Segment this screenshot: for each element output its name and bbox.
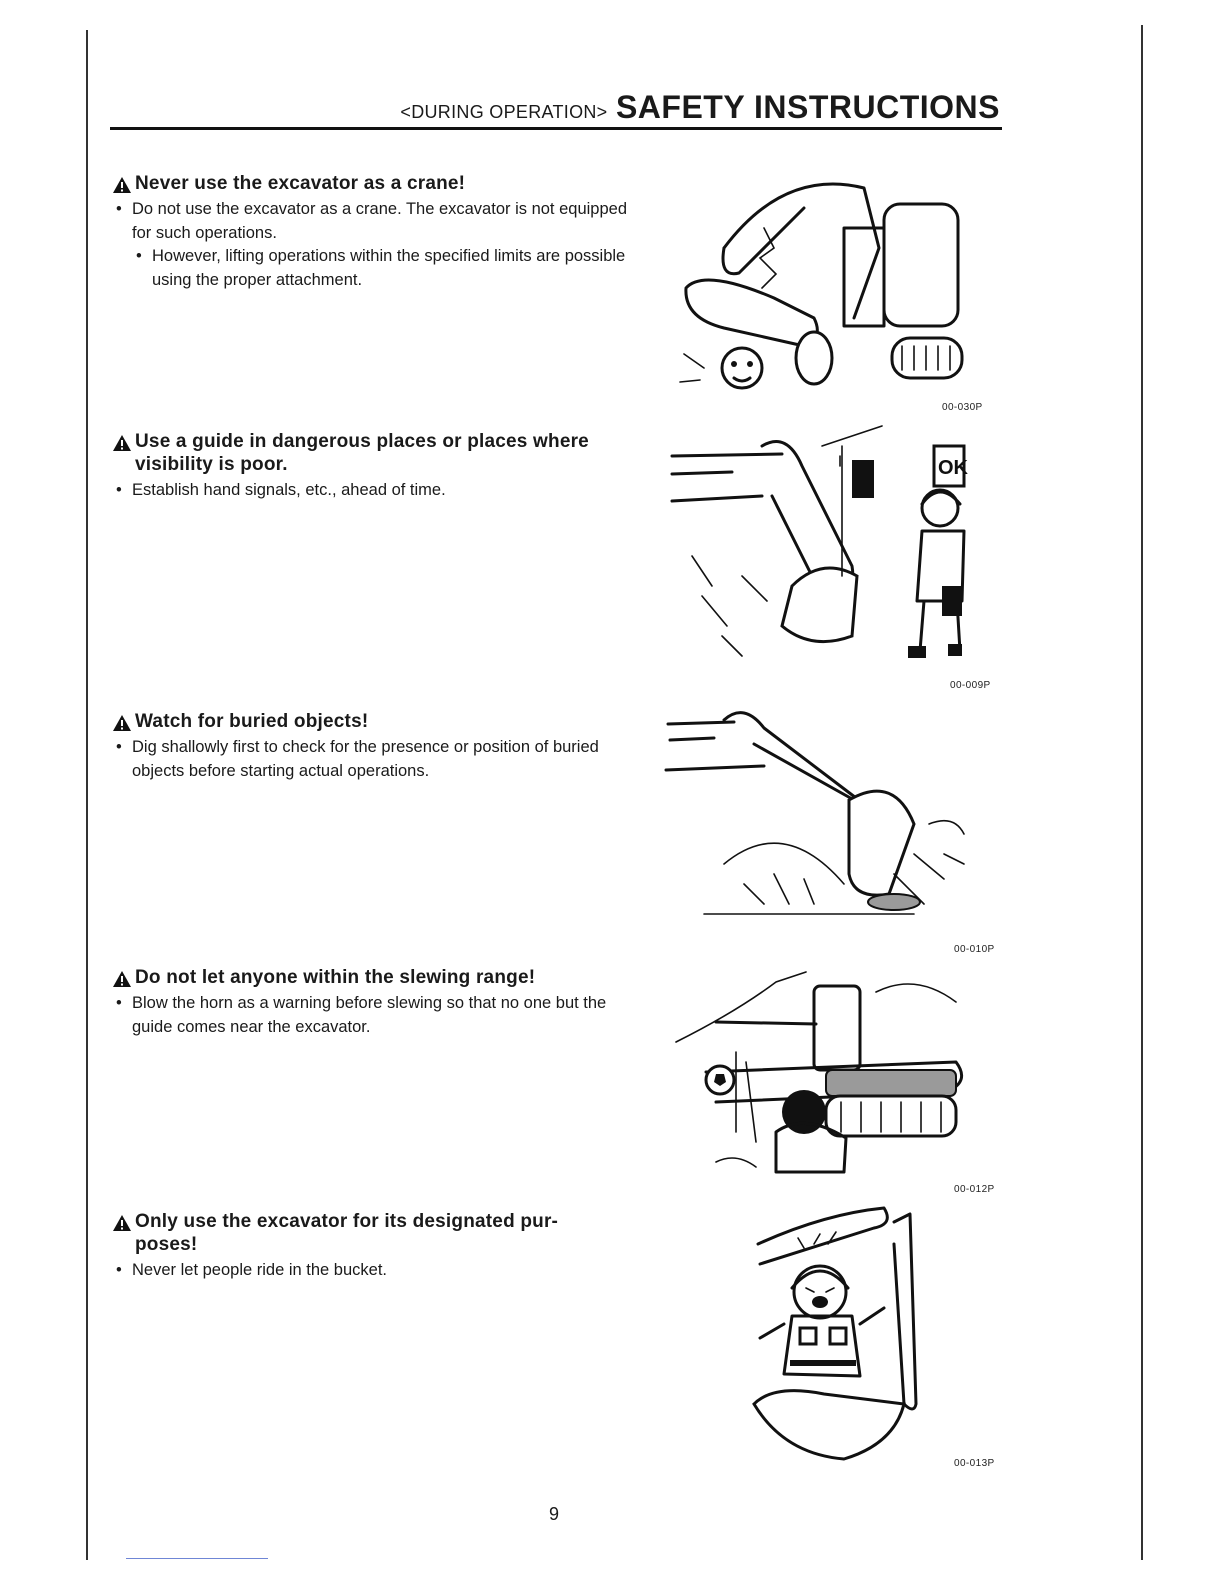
- heading-text-cont: poses!: [135, 1234, 198, 1255]
- figure-code: 00-013P: [954, 1458, 995, 1469]
- bullet-item: • Do not use the excavator as a crane. The excavator is not equipped for such operations.: [110, 198, 630, 245]
- bullet-item: • Never let people ride in the bucket.: [110, 1259, 630, 1283]
- header-text: [400, 89, 1000, 126]
- bullet-item: • Establish hand signals, etc., ahead of time.: [110, 479, 630, 503]
- page-header: [110, 88, 1002, 130]
- figure-code: 00-030P: [942, 402, 983, 413]
- item-heading: [110, 710, 630, 733]
- figure-code: 00-012P: [954, 1184, 995, 1195]
- safety-item-guide: [110, 430, 630, 503]
- item-heading: [110, 172, 630, 195]
- buried-objects-illustration: [664, 704, 984, 940]
- warning-triangle-icon: [112, 714, 132, 732]
- page-number: 9: [548, 1504, 559, 1524]
- warning-triangle-icon: [112, 1214, 132, 1232]
- safety-item-crane: [110, 172, 630, 292]
- warning-triangle-icon: [112, 176, 132, 194]
- page-title: SAFETY INSTRUCTIONS: [615, 89, 1000, 125]
- safety-item-slewing-range: [110, 966, 630, 1039]
- heading-text: Only use the excavator for its designated pur-: [135, 1211, 559, 1232]
- warning-triangle-icon: [112, 434, 132, 452]
- figure-code: 00-009P: [950, 680, 991, 691]
- page-edge-left: [86, 30, 88, 1560]
- safety-item-designated-purposes: [110, 1210, 630, 1283]
- item-heading: [110, 966, 630, 989]
- item-heading: [110, 1210, 630, 1256]
- person-in-bucket-illustration: [744, 1204, 944, 1464]
- bottom-rule: [126, 1558, 268, 1559]
- heading-text: Do not let anyone within the slewing range!: [135, 967, 536, 988]
- slewing-range-illustration: [676, 962, 992, 1180]
- item-heading: [110, 430, 630, 476]
- heading-text: Use a guide in dangerous places or places where: [135, 431, 589, 452]
- guide-signal-illustration: [672, 426, 982, 676]
- warning-triangle-icon: [112, 970, 132, 988]
- crane-misuse-illustration: [664, 168, 974, 403]
- bullet-item: • However, lifting operations within the specified limits are possible using the proper attachment.: [110, 245, 630, 292]
- heading-text: Never use the excavator as a crane!: [135, 173, 466, 194]
- ok-sign-text: OK: [938, 457, 968, 479]
- bullet-item: • Blow the horn as a warning before slewing so that no one but the guide comes near the excavator.: [110, 992, 630, 1039]
- section-label: <DURING OPERATION>: [400, 102, 608, 122]
- page-edge-right: [1141, 25, 1143, 1560]
- heading-text: Watch for buried objects!: [135, 711, 369, 732]
- figure-code: 00-010P: [954, 944, 995, 955]
- bullet-item: • Dig shallowly first to check for the presence or position of buried objects before starting actual operations.: [110, 736, 630, 783]
- header-rule: [110, 127, 1002, 130]
- safety-item-buried-objects: [110, 710, 630, 783]
- heading-text-cont: visibility is poor.: [135, 454, 288, 475]
